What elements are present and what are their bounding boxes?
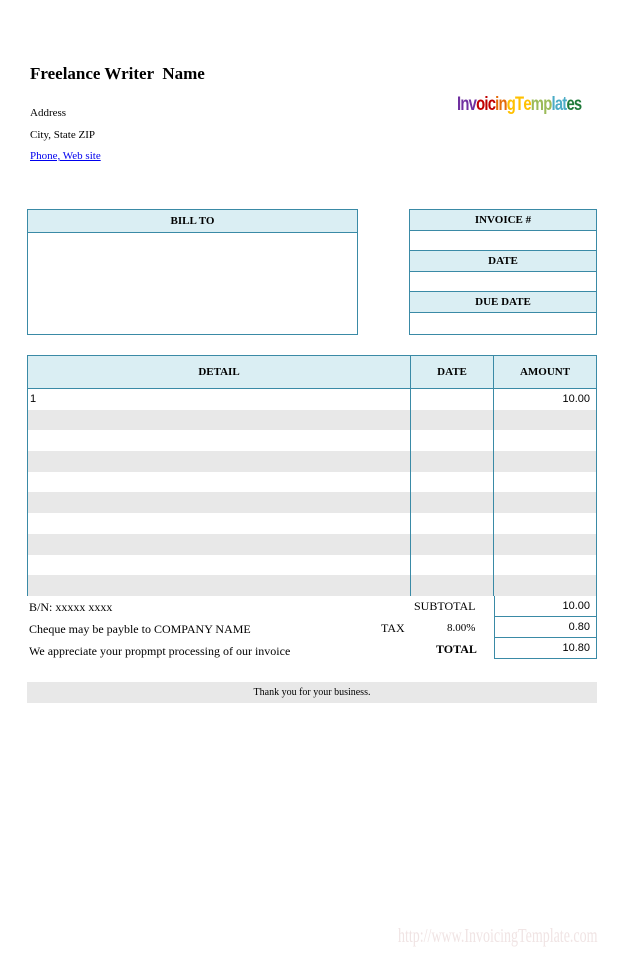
appreciate-text: We appreciate your propmpt processing of our invoice xyxy=(29,644,291,658)
date-cell[interactable] xyxy=(411,492,494,513)
table-row xyxy=(28,430,596,451)
bill-to-box xyxy=(27,209,358,335)
detail-cell[interactable] xyxy=(28,492,411,513)
company-address: Address xyxy=(30,107,67,119)
detail-rows xyxy=(28,389,596,596)
amount-cell[interactable] xyxy=(494,534,596,555)
invoicing-templates-logo: InvoicingTemplates xyxy=(457,94,582,115)
detail-table-header xyxy=(28,356,596,389)
invoice-info-box xyxy=(409,209,597,335)
detail-cell[interactable] xyxy=(28,575,411,596)
table-row xyxy=(28,555,596,576)
invoice-number-value[interactable] xyxy=(410,231,596,251)
table-row xyxy=(28,389,596,410)
amount-cell[interactable] xyxy=(494,451,596,472)
watermark: http://www.InvoicingTemplate.com xyxy=(398,925,598,947)
tax-label: TAX xyxy=(381,621,405,635)
bn-text: B/N: xxxxx xxxx xyxy=(29,600,113,614)
subtotal-label: SUBTOTAL xyxy=(414,599,476,613)
total-label: TOTAL xyxy=(436,642,477,656)
table-row xyxy=(28,451,596,472)
table-row xyxy=(28,575,596,596)
date-header: DATE xyxy=(410,251,596,272)
detail-cell[interactable] xyxy=(28,534,411,555)
invoice-number-header: INVOICE # xyxy=(410,210,596,231)
bill-to-content[interactable] xyxy=(28,233,357,333)
amount-cell[interactable] xyxy=(494,513,596,534)
date-cell[interactable] xyxy=(411,430,494,451)
amount-cell[interactable] xyxy=(494,492,596,513)
tax-rate[interactable]: 8.00% xyxy=(447,622,476,634)
detail-cell[interactable] xyxy=(28,410,411,431)
date-cell[interactable] xyxy=(411,555,494,576)
date-value[interactable] xyxy=(410,272,596,292)
due-date-header: DUE DATE xyxy=(410,292,596,313)
date-cell[interactable] xyxy=(411,410,494,431)
detail-cell[interactable] xyxy=(28,472,411,493)
bill-to-header: BILL TO xyxy=(28,210,357,233)
table-row xyxy=(28,472,596,493)
due-date-value[interactable] xyxy=(410,313,596,333)
date-column-header: DATE xyxy=(411,356,494,388)
phone-web-link[interactable]: Phone, Web site xyxy=(30,150,101,162)
amount-cell[interactable] xyxy=(494,575,596,596)
thank-you-banner: Thank you for your business. xyxy=(27,682,597,703)
detail-column-header: DETAIL xyxy=(28,356,411,388)
total-value: 10.80 xyxy=(494,638,597,659)
company-city-state-zip: City, State ZIP xyxy=(30,129,95,141)
company-name: Freelance Writer Name xyxy=(30,64,205,83)
detail-cell[interactable] xyxy=(28,451,411,472)
amount-column-header: AMOUNT xyxy=(494,356,596,388)
detail-cell[interactable] xyxy=(28,555,411,576)
subtotal-value: 10.00 xyxy=(494,596,597,617)
amount-cell[interactable] xyxy=(494,410,596,431)
date-cell[interactable] xyxy=(411,451,494,472)
date-cell[interactable] xyxy=(411,513,494,534)
date-cell[interactable] xyxy=(411,472,494,493)
cheque-text: Cheque may be payble to COMPANY NAME xyxy=(29,622,251,636)
amount-cell[interactable]: 10.00 xyxy=(562,393,590,405)
tax-value: 0.80 xyxy=(494,617,597,638)
detail-cell[interactable]: 1 xyxy=(28,389,411,410)
detail-table xyxy=(27,355,597,596)
amount-cell[interactable] xyxy=(494,472,596,493)
table-row xyxy=(28,492,596,513)
date-cell[interactable] xyxy=(411,534,494,555)
date-cell[interactable] xyxy=(411,575,494,596)
amount-cell[interactable] xyxy=(494,430,596,451)
table-row xyxy=(28,513,596,534)
amount-cell[interactable] xyxy=(494,555,596,576)
table-row xyxy=(28,410,596,431)
detail-cell[interactable] xyxy=(28,513,411,534)
detail-cell[interactable] xyxy=(28,430,411,451)
table-row xyxy=(28,534,596,555)
date-cell[interactable] xyxy=(411,389,494,410)
